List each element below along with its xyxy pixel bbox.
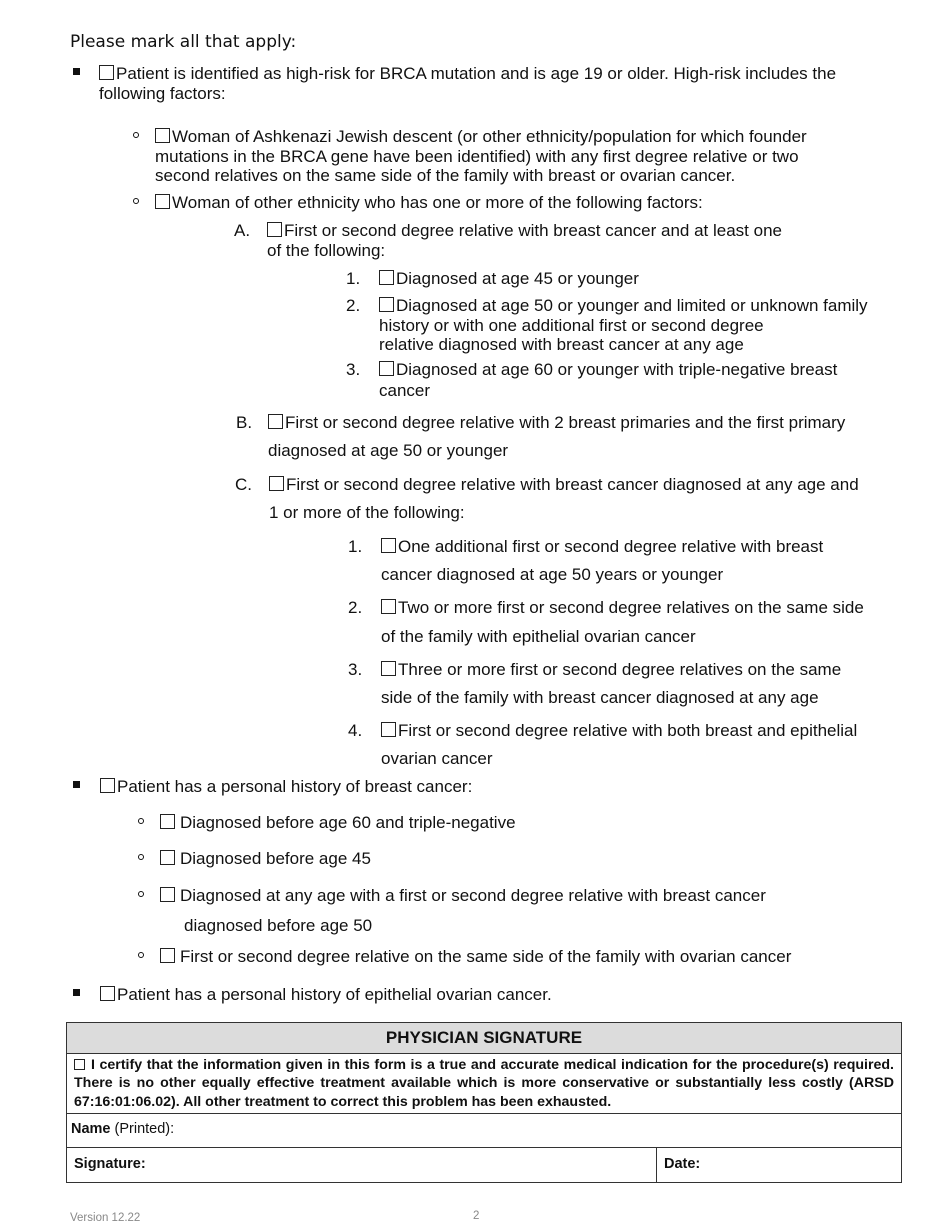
- history-item-1: Diagnosed before age 60 and triple-negative: [160, 813, 516, 833]
- name-printed-field[interactable]: [67, 1114, 901, 1148]
- item-marker: 2.: [348, 598, 363, 617]
- factor-c4-line2: ovarian cancer: [381, 749, 493, 768]
- factor-c4-item: First or second degree relative with both breast and epithelial: [381, 721, 857, 741]
- circle-bullet-icon: [138, 952, 144, 958]
- physician-signature-table: [66, 1022, 902, 1183]
- factor-a1-checkbox[interactable]: [379, 270, 394, 285]
- circle-bullet-icon: [138, 854, 144, 860]
- factor-c1-checkbox[interactable]: [381, 538, 396, 553]
- factor-c-item: First or second degree relative with breast cancer diagnosed at any age and: [269, 475, 859, 495]
- certification-checkbox[interactable]: [74, 1059, 85, 1070]
- certification-statement: I certify that the information given in this form is a true and accurate medical indication for the procedure(s) required. There is no other equally effective treatment available which is more conservative or substantially less costly (ARSD 67:16:01:06.02). All other treatment to correct this problem has been exhausted.: [67, 1054, 901, 1114]
- signature-label: Signature:: [74, 1155, 146, 1172]
- factor-a-line2: of the following:: [267, 241, 386, 260]
- square-bullet-icon: [73, 68, 80, 75]
- ashkenazi-line2: mutations in the BRCA gene have been identified) with any first degree relative or two: [155, 147, 799, 166]
- history-item-1-checkbox[interactable]: [160, 814, 175, 829]
- factor-c3-line2: side of the family with breast cancer diagnosed at any age: [381, 688, 819, 707]
- circle-bullet-icon: [138, 891, 144, 897]
- factor-c2-line2: of the family with epithelial ovarian cancer: [381, 627, 696, 646]
- item-marker: 1.: [348, 537, 363, 556]
- breast-cancer-history-item: Patient has a personal history of breast cancer:: [100, 777, 472, 797]
- circle-bullet-icon: [138, 818, 144, 824]
- name-label: Name: [71, 1120, 111, 1137]
- item-marker: 4.: [348, 721, 363, 740]
- date-field[interactable]: [657, 1148, 901, 1182]
- factor-a3-line2: cancer: [379, 381, 431, 400]
- circle-bullet-icon: [133, 132, 139, 138]
- factor-a-checkbox[interactable]: [267, 222, 282, 237]
- square-bullet-icon: [73, 781, 80, 788]
- other-ethnicity-checkbox[interactable]: [155, 194, 170, 209]
- factor-a2-checkbox[interactable]: [379, 297, 394, 312]
- history-item-3-line2: diagnosed before age 50: [184, 916, 373, 935]
- high-risk-brca-item: Patient is identified as high-risk for BRCA mutation and is age 19 or older. High-risk includes the: [99, 64, 836, 84]
- high-risk-brca-checkbox[interactable]: [99, 65, 114, 80]
- history-item-3: Diagnosed at any age with a first or second degree relative with breast cancer: [160, 886, 766, 906]
- date-label: Date:: [664, 1155, 701, 1172]
- factor-a3-item: Diagnosed at age 60 or younger with triple-negative breast: [379, 360, 837, 380]
- history-item-2: Diagnosed before age 45: [160, 849, 371, 869]
- signature-header: PHYSICIAN SIGNATURE: [67, 1023, 901, 1054]
- factor-c2-item: Two or more first or second degree relatives on the same side: [381, 598, 864, 618]
- factor-a1-item: Diagnosed at age 45 or younger: [379, 269, 639, 289]
- history-item-3-checkbox[interactable]: [160, 887, 175, 902]
- circle-bullet-icon: [133, 198, 139, 204]
- ashkenazi-item: Woman of Ashkenazi Jewish descent (or other ethnicity/population for which founder: [155, 127, 807, 147]
- factor-c1-item: One additional first or second degree relative with breast: [381, 537, 823, 557]
- other-ethnicity-item: Woman of other ethnicity who has one or more of the following factors:: [155, 193, 703, 213]
- history-item-4: First or second degree relative on the same side of the family with ovarian cancer: [160, 947, 791, 967]
- factor-c2-checkbox[interactable]: [381, 599, 396, 614]
- factor-c3-item: Three or more first or second degree relatives on the same: [381, 660, 841, 680]
- factor-b-checkbox[interactable]: [268, 414, 283, 429]
- signature-date-row: [67, 1148, 901, 1182]
- ovarian-cancer-history-checkbox[interactable]: [100, 986, 115, 1001]
- factor-b-item: First or second degree relative with 2 breast primaries and the first primary: [268, 413, 845, 433]
- item-marker-a: A.: [234, 221, 251, 240]
- signature-field[interactable]: [67, 1148, 657, 1182]
- factor-c1-line2: cancer diagnosed at age 50 years or younger: [381, 565, 724, 584]
- breast-cancer-history-checkbox[interactable]: [100, 778, 115, 793]
- ashkenazi-checkbox[interactable]: [155, 128, 170, 143]
- factor-c-line2: 1 or more of the following:: [269, 503, 465, 522]
- item-marker: 3.: [348, 660, 363, 679]
- factor-a2-line2: history or with one additional first or second degree: [379, 316, 764, 335]
- factor-a3-checkbox[interactable]: [379, 361, 394, 376]
- ovarian-cancer-history-item: Patient has a personal history of epithelial ovarian cancer.: [100, 985, 552, 1005]
- factor-c-checkbox[interactable]: [269, 476, 284, 491]
- item-marker-c: C.: [235, 475, 252, 494]
- factor-a2-line3: relative diagnosed with breast cancer at any age: [379, 335, 744, 354]
- item-marker: 2.: [346, 296, 361, 315]
- square-bullet-icon: [73, 989, 80, 996]
- name-label-suffix: (Printed):: [110, 1120, 175, 1137]
- history-item-4-checkbox[interactable]: [160, 948, 175, 963]
- factor-a-item: First or second degree relative with breast cancer and at least one: [267, 221, 782, 241]
- ashkenazi-line3: second relatives on the same side of the family with breast or ovarian cancer.: [155, 166, 736, 185]
- item-marker: 1.: [346, 269, 361, 288]
- item-marker-b: B.: [236, 413, 253, 432]
- high-risk-brca-line2: following factors:: [99, 84, 226, 103]
- intro-instruction: Please mark all that apply:: [70, 32, 297, 52]
- history-item-2-checkbox[interactable]: [160, 850, 175, 865]
- factor-b-line2: diagnosed at age 50 or younger: [268, 441, 509, 460]
- factor-c4-checkbox[interactable]: [381, 722, 396, 737]
- factor-c3-checkbox[interactable]: [381, 661, 396, 676]
- page-number: 2: [473, 1210, 480, 1222]
- factor-a2-item: Diagnosed at age 50 or younger and limited or unknown family: [379, 296, 868, 316]
- version-label: Version 12.22: [70, 1212, 141, 1224]
- item-marker: 3.: [346, 360, 361, 379]
